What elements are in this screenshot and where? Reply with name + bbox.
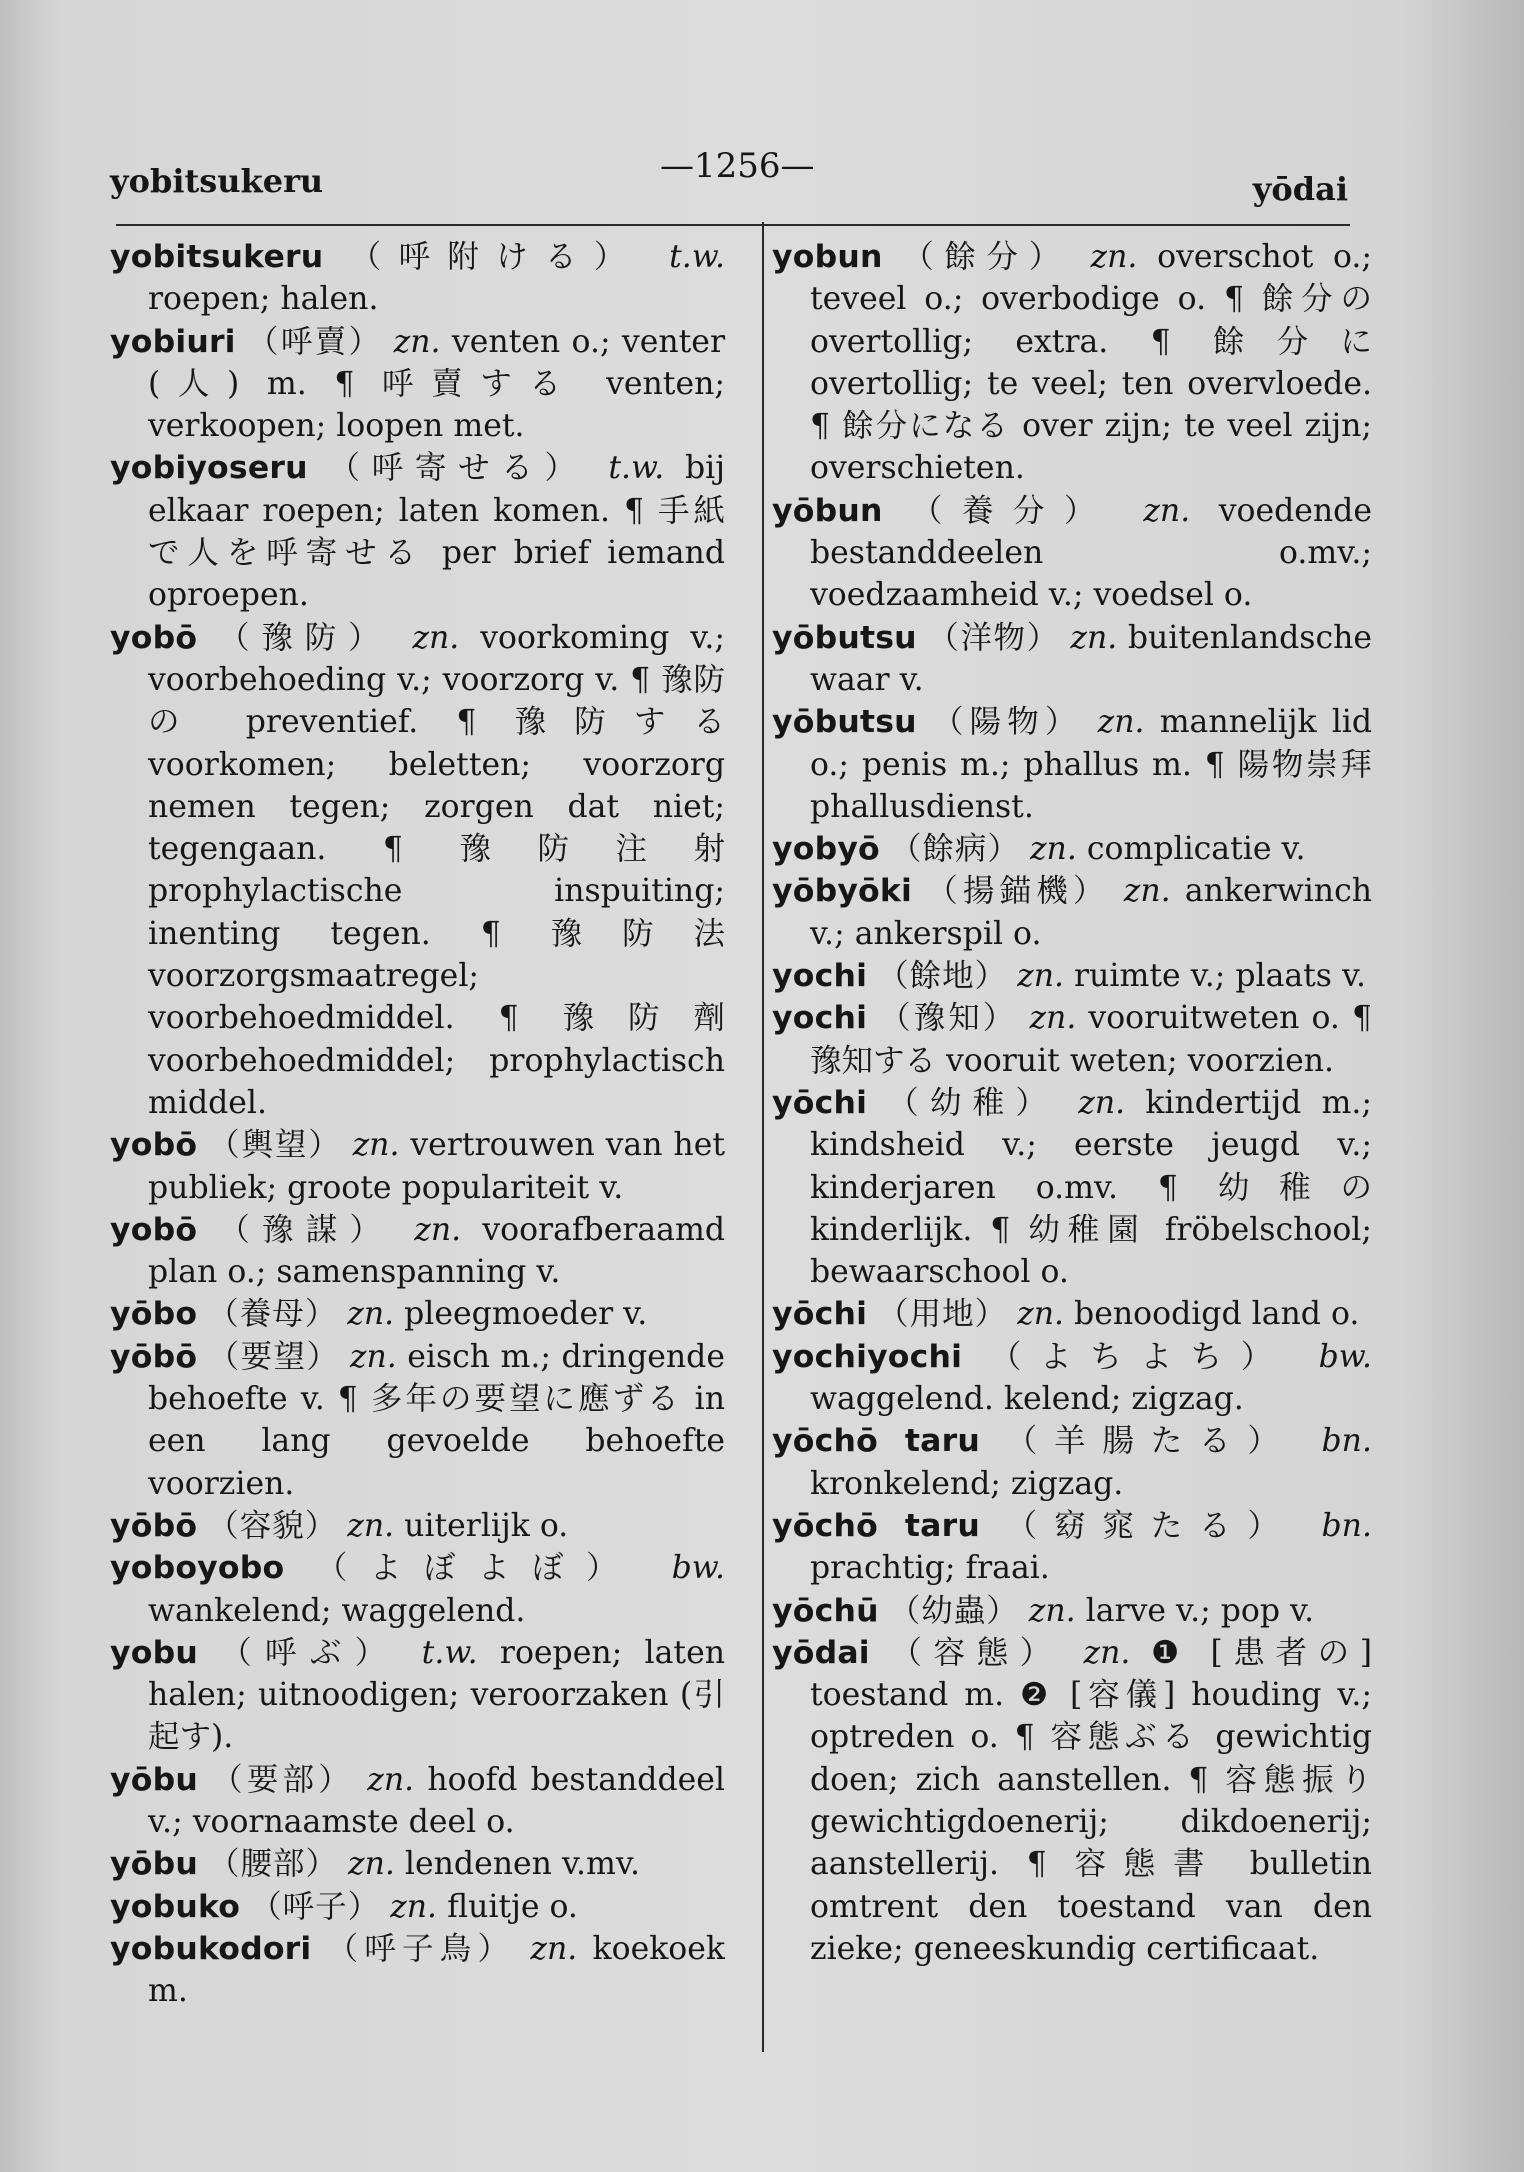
headword: yōchi <box>772 1296 868 1333</box>
definition: roepen; laten halen; uitnoodigen; veroorzaken (引起す). <box>148 1634 725 1756</box>
kanji-form: （よちよち） <box>989 1338 1291 1375</box>
kanji-form: （養母） <box>207 1296 338 1333</box>
kanji-form: （要部） <box>211 1761 354 1798</box>
kanji-form: （陽物） <box>931 704 1083 741</box>
kanji-form: （容態） <box>890 1634 1063 1671</box>
part-of-speech: zn. <box>352 1127 400 1164</box>
kanji-form: （容貌） <box>207 1507 338 1544</box>
kanji-form: （よぼよぼ） <box>315 1550 641 1587</box>
page-number: —1256— <box>660 146 815 186</box>
definition: wankelend; waggelend. <box>148 1592 526 1629</box>
headword: yōchō taru <box>772 1507 980 1544</box>
dictionary-entry <box>110 447 725 616</box>
kanji-form: （呼寄せる） <box>328 450 588 487</box>
kanji-form: （餘分） <box>902 239 1071 275</box>
dictionary-entry <box>772 490 1372 617</box>
headword: yobun <box>772 239 883 275</box>
headword: yobu <box>110 1634 198 1671</box>
kanji-form: （呼ぶ） <box>220 1634 400 1671</box>
kanji-form: （豫謀） <box>218 1211 394 1248</box>
kanji-form: （羊腸たる） <box>1005 1423 1296 1460</box>
definition: mannelijk lid o.; penis m.; phallus m. ¶ 陽物崇拜 phallusdienst. <box>810 704 1373 825</box>
part-of-speech: bn. <box>1321 1507 1372 1544</box>
definition: prachtig; fraai. <box>810 1550 1050 1587</box>
part-of-speech: zn. <box>1097 704 1145 741</box>
definition: ruimte v.; plaats v. <box>1074 958 1367 995</box>
headword: yōbō <box>110 1507 198 1544</box>
dictionary-entry <box>110 236 725 321</box>
part-of-speech: zn. <box>393 323 441 360</box>
part-of-speech: zn. <box>1029 831 1077 868</box>
definition: larve v.; pop v. <box>1085 1592 1315 1629</box>
part-of-speech: zn. <box>1143 492 1191 529</box>
dictionary-entry <box>110 1928 725 2013</box>
headword: yōdai <box>772 1634 870 1671</box>
part-of-speech: zn. <box>1028 1592 1076 1629</box>
part-of-speech: zn. <box>1070 619 1118 656</box>
headword: yōbutsu <box>772 619 917 656</box>
definition: pleegmoeder v. <box>404 1296 648 1333</box>
kanji-form: （呼子） <box>250 1888 381 1925</box>
headword: yobitsukeru <box>110 239 324 275</box>
dictionary-entry <box>110 1843 725 1885</box>
headword: yōbō <box>110 1338 198 1375</box>
headword: yochi <box>772 1000 868 1037</box>
dictionary-entry <box>110 1505 725 1547</box>
part-of-speech: zn. <box>390 1888 438 1925</box>
definition: kronkelend; zigzag. <box>810 1465 1124 1502</box>
dictionary-entry <box>772 1505 1372 1590</box>
part-of-speech: t.w. <box>669 239 725 275</box>
definition: fluitje o. <box>447 1888 578 1925</box>
kanji-form: （幼蟲） <box>888 1592 1019 1629</box>
headword: yobō <box>110 1127 198 1164</box>
kanji-form: （用地） <box>877 1296 1008 1333</box>
part-of-speech: bn. <box>1321 1423 1372 1460</box>
definition: benoodigd land o. <box>1074 1296 1360 1333</box>
kanji-form: （餘病） <box>889 831 1020 868</box>
part-of-speech: zn. <box>1078 1084 1126 1121</box>
kanji-form: （腰部） <box>207 1846 338 1883</box>
definition: koekoek m. <box>148 1930 725 2010</box>
headword: yobuko <box>110 1888 241 1925</box>
left-guide-word: yobitsukeru <box>110 162 324 200</box>
dictionary-entry <box>110 1293 725 1335</box>
kanji-form: （呼賣） <box>247 323 383 360</box>
kanji-form: （呼附ける） <box>349 239 643 275</box>
dictionary-entry <box>110 1886 725 1928</box>
definition: overschot o.; teveel o.; overbodige o. ¶ 餘分の overtollig; extra. ¶ 餘分に overtollig; te veel; ten overvloede. ¶ 餘分になる over zijn; te veel zijn; overschieten. <box>810 239 1373 487</box>
kanji-form: （要望） <box>207 1338 340 1375</box>
kanji-form: （呼子鳥） <box>326 1930 516 1967</box>
definition: eisch m.; dringende behoefte v. ¶ 多年の要望に應ずる in een lang gevoelde behoefte voorzien. <box>148 1338 725 1502</box>
kanji-form: （揚錨機） <box>926 873 1110 910</box>
part-of-speech: zn. <box>412 619 460 656</box>
kanji-form: （窈窕たる） <box>1005 1507 1296 1544</box>
dictionary-entry <box>110 1632 725 1759</box>
dictionary-entry <box>772 1590 1372 1632</box>
dictionary-entry <box>110 1759 725 1844</box>
dictionary-entry <box>772 1632 1372 1970</box>
definition: uiterlijk o. <box>404 1507 569 1544</box>
part-of-speech: bw. <box>1318 1338 1373 1375</box>
definition: voorafberaamd plan o.; samenspanning v. <box>148 1211 725 1291</box>
definition: voedende bestanddeelen o.mv.; voedzaamheid v.; voedsel o. <box>810 492 1372 614</box>
headword: yōbun <box>772 492 883 529</box>
dictionary-entry <box>772 828 1372 870</box>
headword: yoboyobo <box>110 1550 285 1587</box>
part-of-speech: zn. <box>1083 1634 1131 1671</box>
definition: vertrouwen van het publiek; groote populariteit v. <box>148 1127 725 1206</box>
part-of-speech: zn. <box>347 1507 395 1544</box>
part-of-speech: zn. <box>1090 239 1138 275</box>
dictionary-entry <box>772 955 1372 997</box>
headword: yobiuri <box>110 323 236 360</box>
part-of-speech: zn. <box>1123 873 1171 910</box>
dictionary-entry <box>772 997 1372 1082</box>
definition: bij elkaar roepen; laten komen. ¶ 手紙で人を呼寄せる per brief iemand oproepen. <box>148 450 726 614</box>
headword: yōbu <box>110 1761 198 1798</box>
dictionary-entry <box>772 870 1372 955</box>
left-column <box>110 236 725 2012</box>
definition: roepen; halen. <box>148 281 379 318</box>
part-of-speech: zn. <box>1017 1296 1065 1333</box>
definition: complicatie v. <box>1086 831 1306 868</box>
part-of-speech: zn. <box>1017 958 1065 995</box>
definition: ❶ [患者の] toestand m. ❷ [容儀] houding v.; optreden o. ¶ 容態ぶる gewichtig doen; zich aanstellen. ¶ 容態振り gewichtigdoenerij; dikdoenerij; aanstellerij. ¶ 容態書 bulletin omtrent den toestand van den zieke; geneeskundig certificaat. <box>810 1634 1372 1967</box>
part-of-speech: zn. <box>347 1296 395 1333</box>
right-column <box>772 236 1372 1970</box>
kanji-form: （豫知） <box>879 1000 1018 1037</box>
dictionary-entry <box>110 1124 725 1209</box>
part-of-speech: zn. <box>530 1930 578 1967</box>
part-of-speech: zn. <box>349 1338 397 1375</box>
definition: kindertijd m.; kindsheid v.; eerste jeugd v.; kinderjaren o.mv. ¶ 幼稚の kinderlijk. ¶ 幼稚園 fröbelschool; bewaarschool o. <box>810 1084 1372 1291</box>
dictionary-entry <box>772 1082 1372 1293</box>
dictionary-entry <box>110 617 725 1125</box>
definition: lendenen v.mv. <box>404 1846 640 1883</box>
kanji-form: （養分） <box>911 492 1115 529</box>
headword: yōchū <box>772 1592 879 1629</box>
dictionary-entry <box>110 1547 725 1632</box>
headword: yochi <box>772 958 868 995</box>
kanji-form: （輿望） <box>208 1127 342 1164</box>
definition: ankerwinch v.; ankerspil o. <box>810 873 1372 952</box>
headword: yōbu <box>110 1846 198 1883</box>
headword: yōbyōki <box>772 873 913 910</box>
part-of-speech: zn. <box>367 1761 415 1798</box>
headword: yōbo <box>110 1296 198 1333</box>
headword: yobiyoseru <box>110 450 308 487</box>
headword: yobō <box>110 1211 198 1248</box>
right-guide-word: yōdai <box>1252 170 1348 208</box>
definition: venten o.; venter (人) m. ¶ 呼賣する venten; verkoopen; loopen met. <box>148 323 726 445</box>
headword: yobō <box>110 619 198 656</box>
headword: yōbutsu <box>772 704 917 741</box>
header-rule <box>116 224 1350 226</box>
dictionary-entry <box>110 1209 725 1294</box>
page-header <box>0 140 1524 210</box>
dictionary-entry <box>772 1336 1372 1421</box>
dictionary-entry <box>772 701 1372 828</box>
part-of-speech: zn. <box>1029 1000 1077 1037</box>
kanji-form: （餘地） <box>877 958 1008 995</box>
definition: waggelend. kelend; zigzag. <box>810 1381 1244 1418</box>
dictionary-entry <box>110 321 725 448</box>
definition: hoofd bestanddeel v.; voornaamste deel o. <box>148 1761 725 1840</box>
dictionary-entry <box>772 1420 1372 1505</box>
definition: buitenlandsche waar v. <box>810 619 1373 698</box>
kanji-form: （洋物） <box>927 619 1060 656</box>
part-of-speech: zn. <box>348 1846 395 1883</box>
part-of-speech: t.w. <box>421 1634 478 1671</box>
part-of-speech: zn. <box>414 1211 462 1248</box>
definition: voorkoming v.; voorbehoeding v.; voorzorg v. ¶ 豫防の preventief. ¶ 豫防する voorkomen; beletten; voorzorg nemen tegen; zorgen dat niet; tegengaan. ¶ 豫防注射 prophylactische inspuiting; inenting tegen. ¶ 豫防法 voorzorgsmaatregel; voorbehoedmiddel. ¶ 豫防劑 voorbehoedmiddel; prophylactisch middel. <box>148 619 726 1121</box>
kanji-form: （幼稚） <box>887 1084 1059 1121</box>
headword: yobukodori <box>110 1930 312 1967</box>
definition: vooruitweten o. ¶ 豫知する vooruit weten; voorzien. <box>810 1000 1373 1079</box>
headword: yobyō <box>772 831 880 868</box>
dictionary-entry <box>110 1336 725 1505</box>
headword: yōchi <box>772 1084 868 1121</box>
dictionary-entry <box>772 1293 1372 1335</box>
dictionary-entry <box>772 617 1372 702</box>
part-of-speech: t.w. <box>608 450 665 487</box>
kanji-form: （豫防） <box>218 619 392 656</box>
part-of-speech: bw. <box>671 1550 725 1587</box>
headword: yochiyochi <box>772 1338 963 1375</box>
dictionary-entry <box>772 236 1372 490</box>
headword: yōchō taru <box>772 1423 980 1460</box>
column-divider <box>762 222 764 2052</box>
